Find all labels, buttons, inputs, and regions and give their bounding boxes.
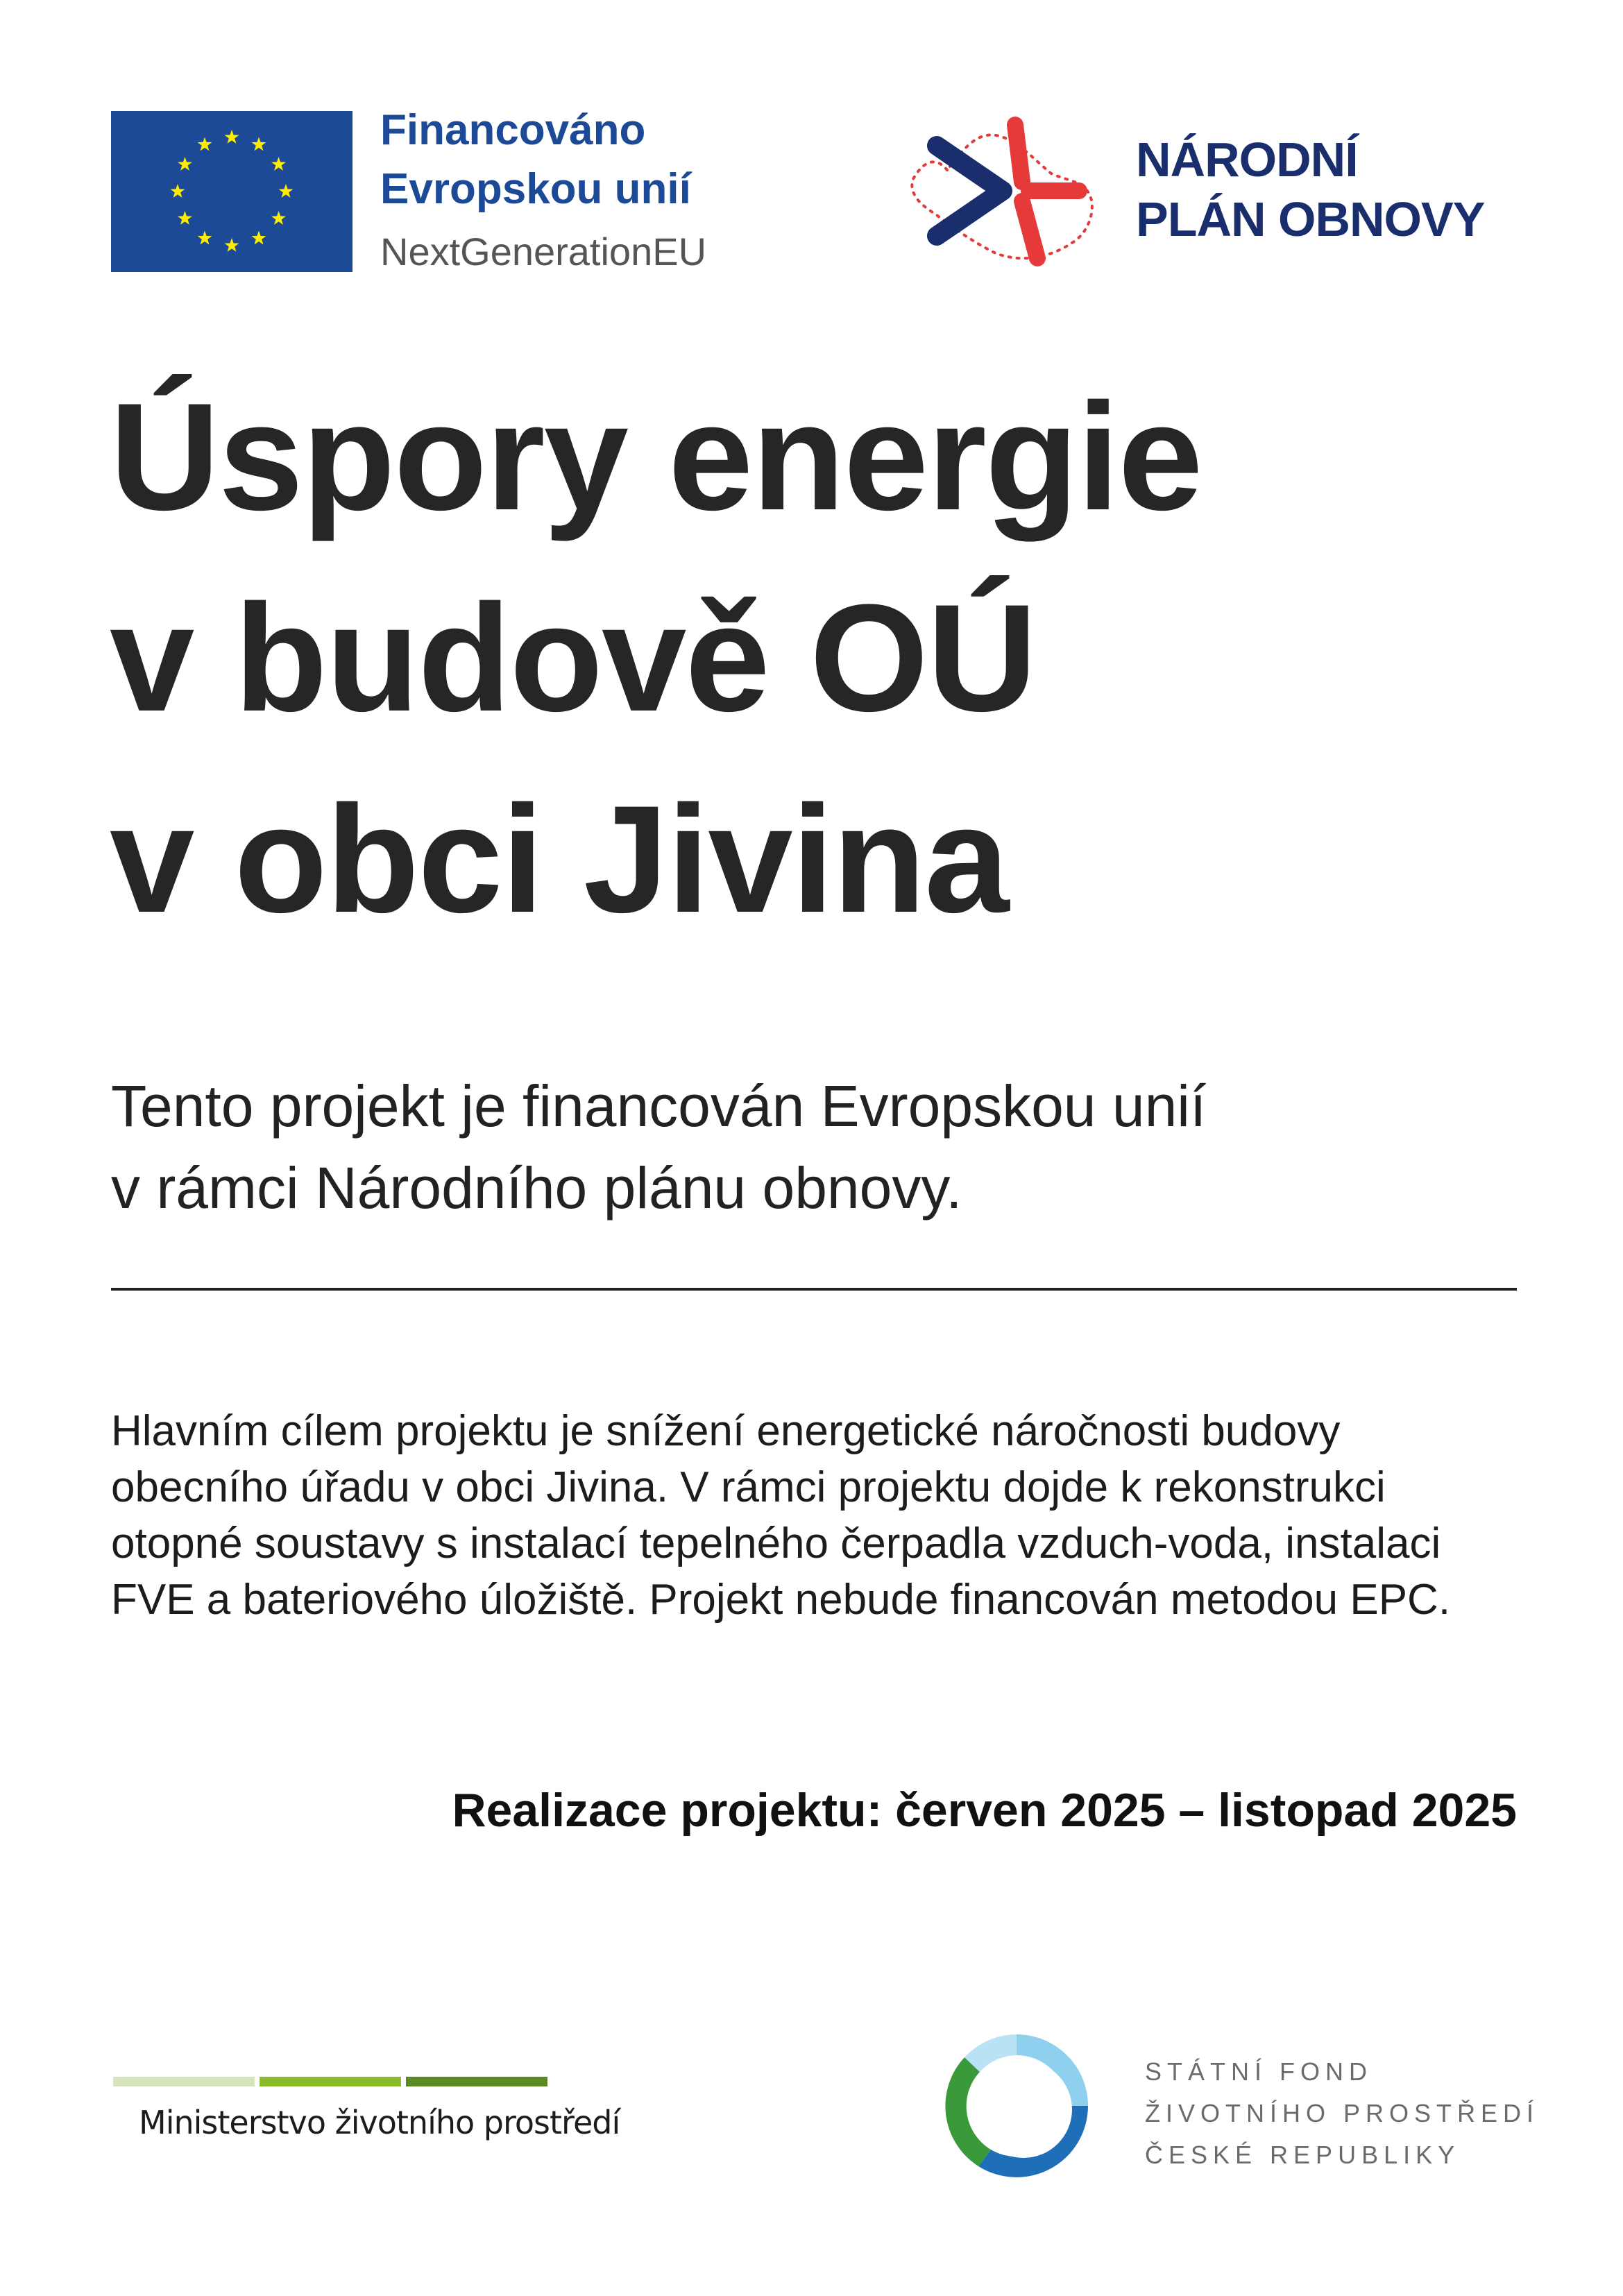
ministry-bar-light [113,2077,255,2086]
subtitle-line-2: v rámci Národního plánu obnovy. [111,1155,962,1221]
sfzp-line-1: STÁTNÍ FOND [1145,2057,1373,2086]
npo-logo-line-1: NÁRODNÍ [1136,133,1358,187]
sfzp-line-3: ČESKÉ REPUBLIKY [1145,2141,1461,2169]
sfzp-line-2: ŽIVOTNÍHO PROSTŘEDÍ [1145,2099,1540,2127]
title-line-1: Úspory energie [110,371,1202,542]
divider [111,1288,1517,1291]
project-description: Hlavním cílem projektu je snížení energetické náročnosti budovy obecního úřadu v obci Jivina. V rámci projektu dojde k rekonstrukci otopné soustavy s instalací tepelného čerpadla vzduch-voda, instalaci FVE a bateriového úložiště. Projekt nebude financován metodou EPC. [111,1407,1451,1624]
eu-flag-icon [111,111,352,272]
ministry-bar-dark [406,2077,547,2086]
eu-logo-line-2: Evropskou unií [380,165,691,213]
ministry-bar-medium [260,2077,401,2086]
title-line-3: v obci Jivina [110,774,1008,944]
title-line-2: v budově OÚ [110,572,1036,743]
ministry-label: Ministerstvo životního prostředí [139,2104,620,2141]
eu-logo-line-1: Financováno [380,106,646,154]
sfzp-logo-icon [937,2026,1096,2186]
eu-logo-line-3: NextGenerationEU [380,230,707,273]
subtitle-line-1: Tento projekt je financován Evropskou unií [111,1073,1207,1139]
npo-logo-line-2: PLÁN OBNOVY [1136,192,1485,246]
project-timeline: Realizace projektu: červen 2025 – listopad 2025 [452,1784,1517,1837]
narodni-plan-obnovy-logo-icon [906,104,1100,278]
